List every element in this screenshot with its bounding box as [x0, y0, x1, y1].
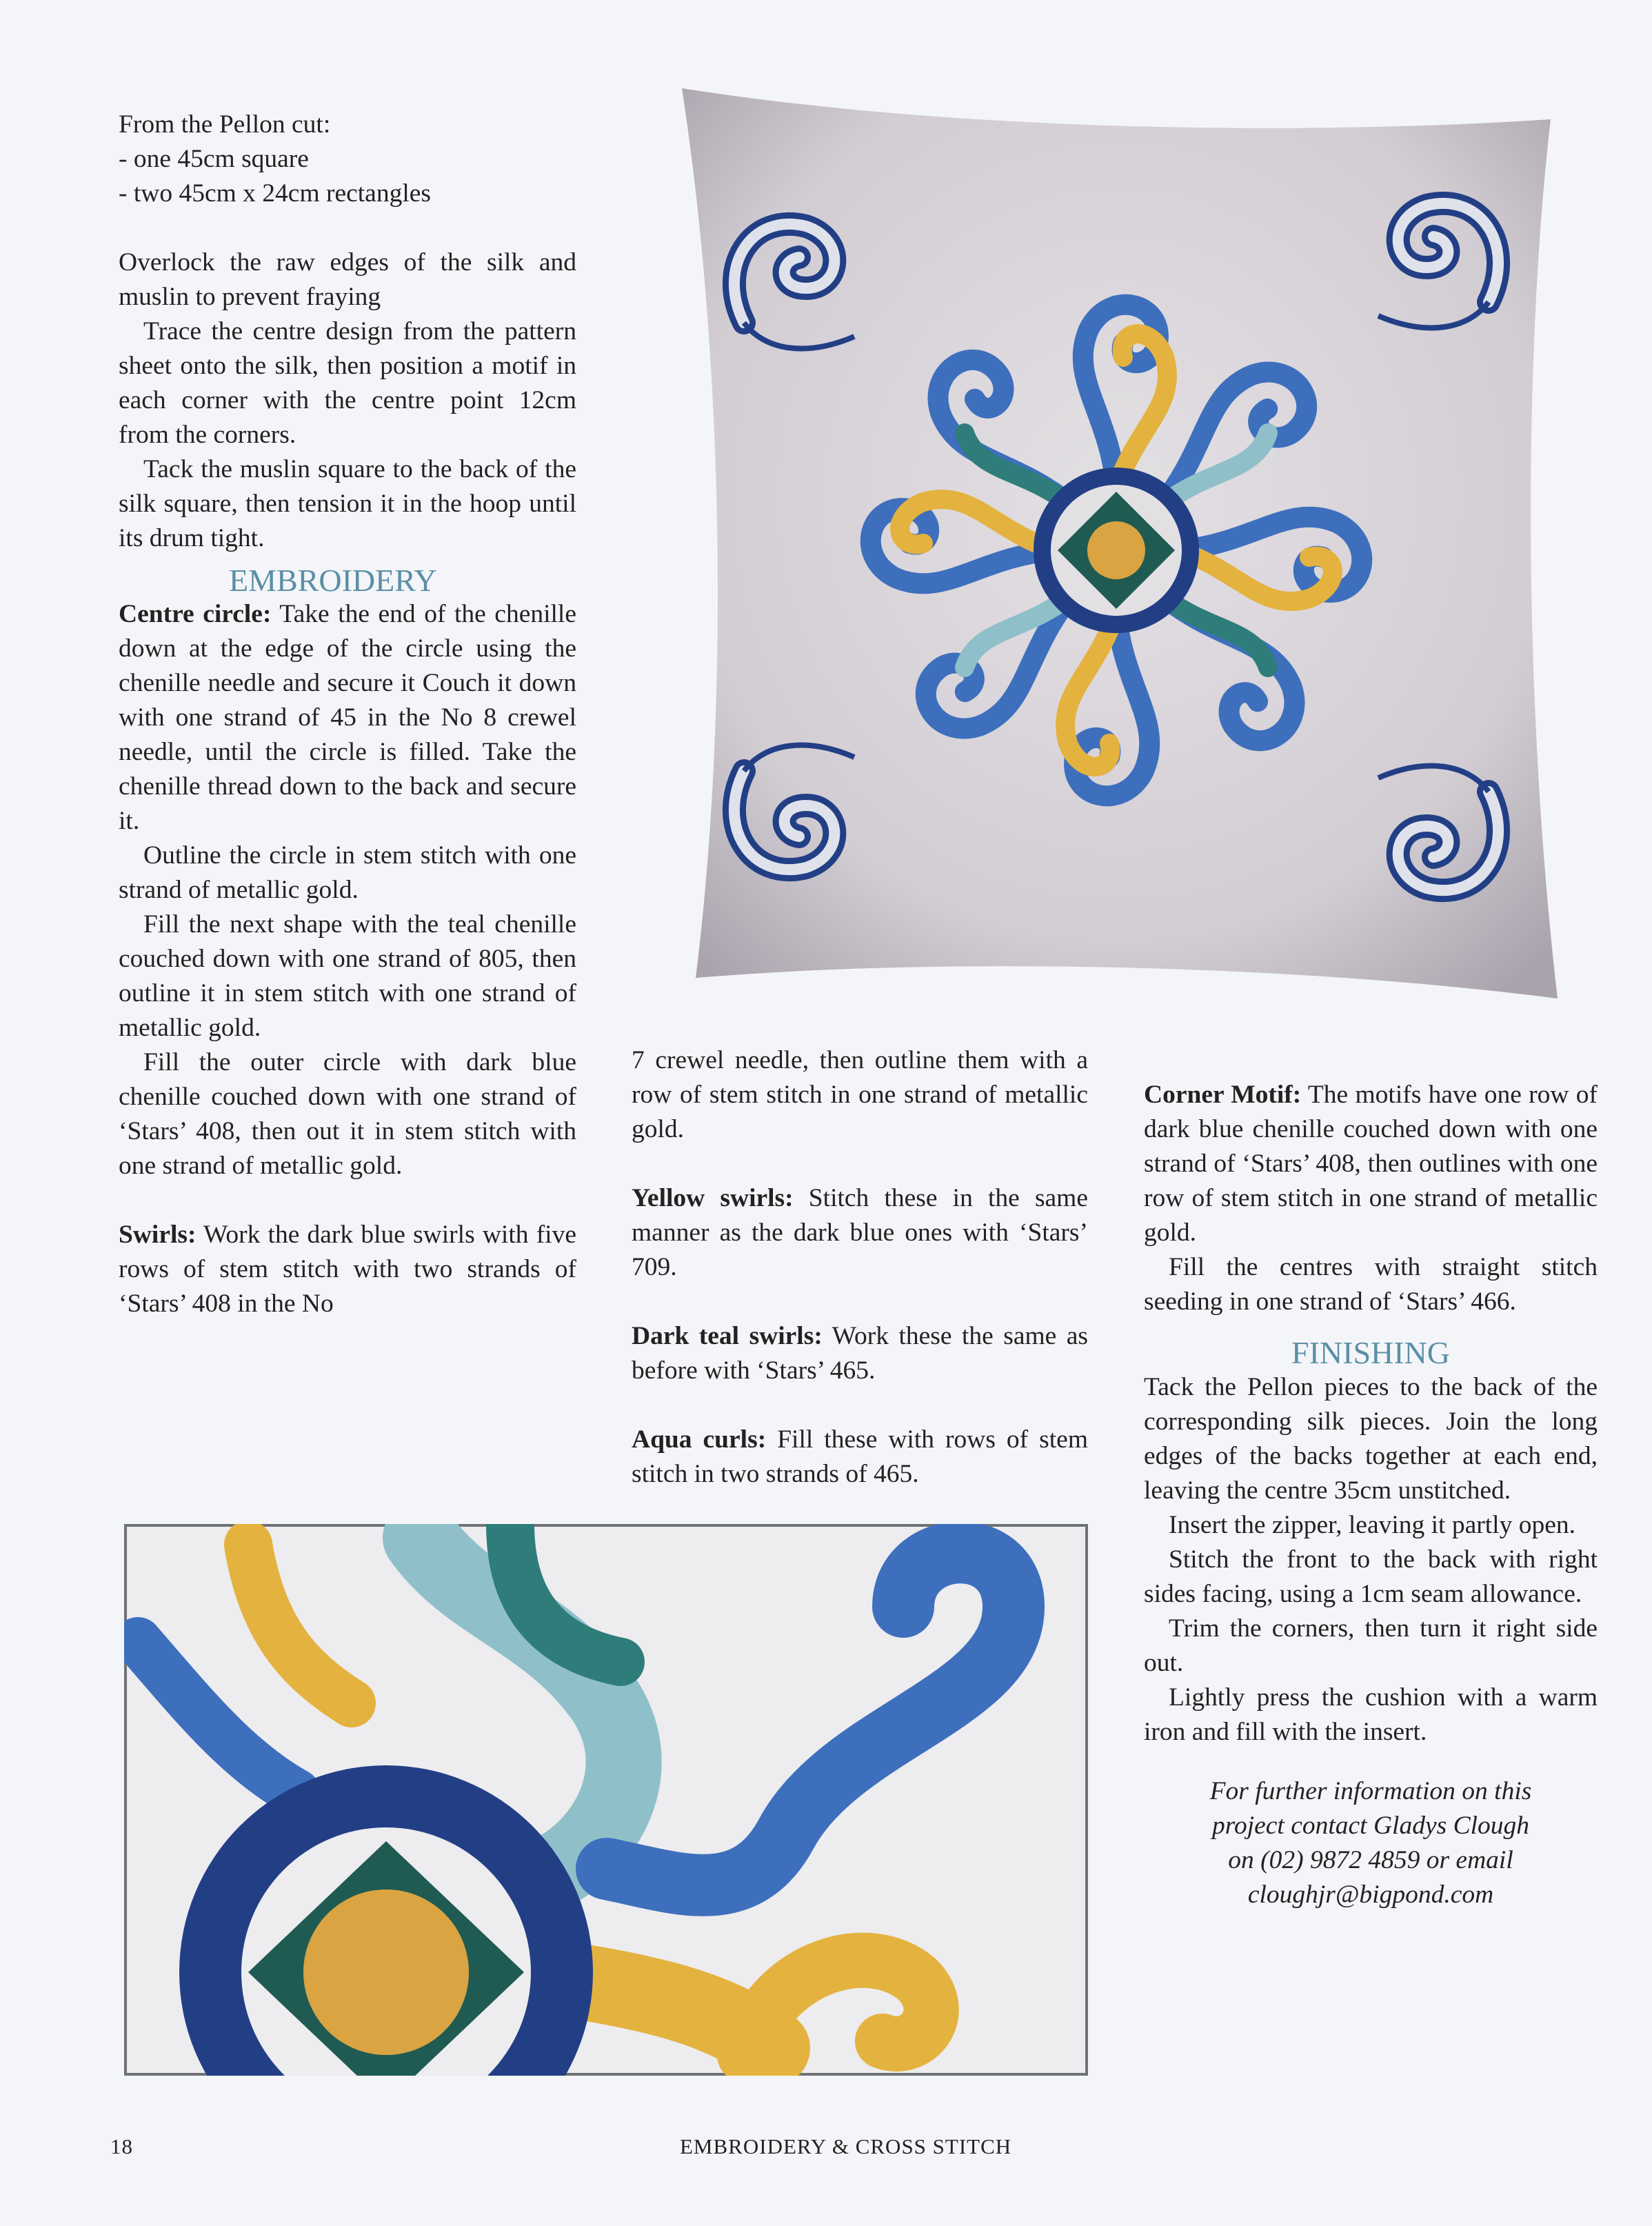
corner-centres-paragraph: Fill the centres with straight stitch seeding in one strand of ‘Stars’ 466. — [1144, 1253, 1598, 1316]
swirls-label: Swirls: — [119, 1221, 197, 1249]
contact-line-2: project contact Gladys Clough — [1212, 1812, 1529, 1840]
outer-circle-paragraph: Fill the outer circle with dark blue chenille couched down with one strand of ‘Stars’ 408, then out it in stem stitch with one strand of metallic gold. — [119, 1048, 576, 1180]
outline-paragraph: Outline the circle in stem stitch with one strand of metallic gold. — [119, 841, 576, 904]
yellow-swirls-paragraph: Yellow swirls: Stitch these in the same manner as the dark blue ones with ‘Stars’ 709. — [632, 1184, 1088, 1281]
corner-motif-paragraph: Corner Motif: The motifs have one row of dark blue chenille couched down with one strand of ‘Stars’ 408, then outlines with one row of stem stitch in one strand of metallic gold. — [1144, 1081, 1598, 1247]
contact-line-3: on (02) 9872 4859 or email — [1228, 1846, 1513, 1874]
cut-item-2: - two 45cm x 24cm rectangles — [119, 179, 431, 208]
magazine-name: EMBROIDERY & CROSS STITCH — [680, 2134, 1012, 2158]
centre-circle-paragraph: Centre circle: Take the end of the chenille down at the edge of the circle using the chenille needle and secure it Couch it down with one strand of 45 in the No 8 crewel needle, until the circle is filled. Take the chenille thread down to the back and secure it. — [119, 600, 577, 835]
cut-item-1: - one 45cm square — [119, 145, 309, 173]
teal-fill-paragraph: Fill the next shape with the teal chenille couched down with one strand of 805, then outline it in stem stitch with one strand of metallic gold. — [119, 910, 576, 1042]
intro-paragraph-2: Trace the centre design from the pattern sheet onto the silk, then position a motif in each corner with the centre point 12cm from the corners. — [119, 317, 576, 449]
corner-motif-label: Corner Motif: — [1144, 1081, 1302, 1109]
finishing-paragraph-3: Stitch the front to the back with right sides facing, using a 1cm seam allowance. — [1144, 1545, 1598, 1608]
intro-paragraph-1: Overlock the raw edges of the silk and muslin to prevent fraying — [119, 248, 576, 311]
column-1 — [119, 108, 576, 1321]
embroidery-heading: EMBROIDERY — [229, 563, 437, 598]
intro-paragraph-3: Tack the muslin square to the back of the silk square, then tension it in the hoop until its drum tight. — [119, 455, 576, 552]
aqua-curls-paragraph: Aqua curls: Fill these with rows of stem stitch in two strands of 465. — [632, 1425, 1088, 1488]
contact-email: cloughjr@bigpond.com — [1247, 1881, 1494, 1909]
teal-swirls-label: Dark teal swirls: — [632, 1322, 823, 1350]
finishing-paragraph-2: Insert the zipper, leaving it partly open. — [1169, 1511, 1575, 1539]
contact-line-1: For further information on this — [1209, 1777, 1532, 1805]
embroidery-detail-photo — [124, 1524, 1088, 2076]
swirls-paragraph: Swirls: Work the dark blue swirls with five rows of stem stitch with two strands of ‘Stars’ 408 in the No — [119, 1221, 576, 1318]
cut-heading: From the Pellon cut: — [119, 110, 331, 139]
teal-swirls-paragraph: Dark teal swirls: Work these the same as before with ‘Stars’ 465. — [632, 1322, 1088, 1385]
page-number: 18 — [110, 2134, 133, 2158]
aqua-curls-label: Aqua curls: — [632, 1425, 767, 1454]
column-2 — [632, 1043, 1088, 1492]
finishing-paragraph-1: Tack the Pellon pieces to the back of the corresponding silk pieces. Join the long edges of the backs together at each end, leaving the centre 35cm unstitched. — [1144, 1373, 1598, 1505]
cushion-photo — [668, 81, 1564, 1009]
yellow-swirls-label: Yellow swirls: — [632, 1184, 794, 1212]
finishing-paragraph-5: Lightly press the cushion with a warm iron and fill with the insert. — [1144, 1683, 1598, 1746]
swirls-continued: 7 crewel needle, then outline them with a row of stem stitch in one strand of metallic gold. — [632, 1046, 1088, 1143]
finishing-heading: FINISHING — [1291, 1335, 1450, 1370]
finishing-paragraph-4: Trim the corners, then turn it right side out. — [1144, 1614, 1598, 1677]
column-3 — [1144, 1078, 1598, 1912]
centre-circle-label: Centre circle: — [119, 600, 272, 628]
